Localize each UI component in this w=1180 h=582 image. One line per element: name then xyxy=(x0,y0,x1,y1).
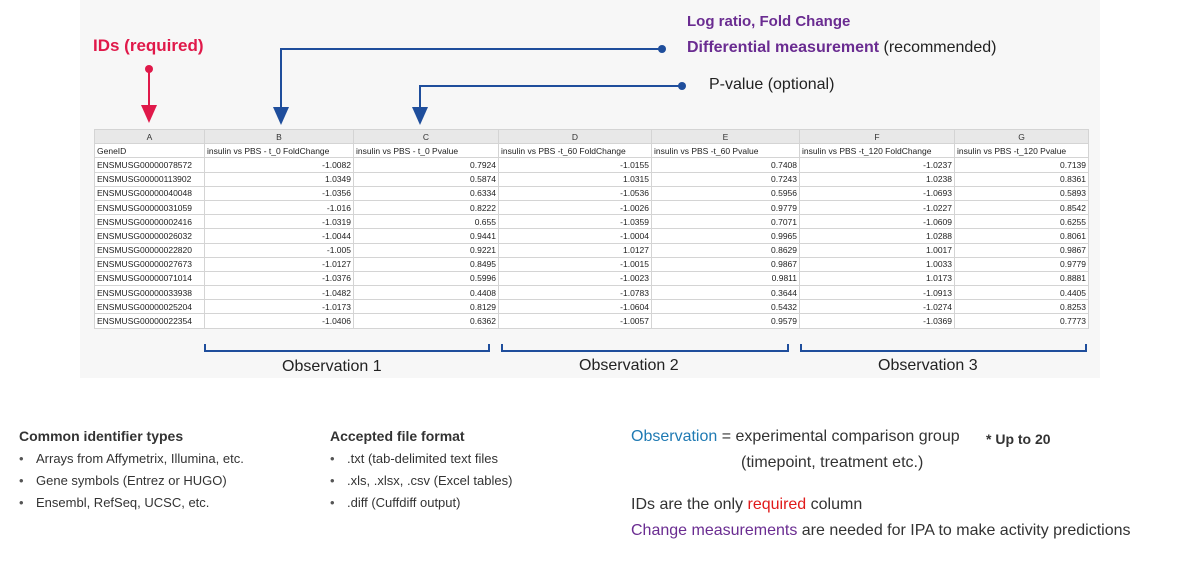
column-letter-row xyxy=(95,130,1089,144)
column-letter[interactable]: B xyxy=(205,130,354,144)
value-cell[interactable]: -1.0015 xyxy=(499,257,652,271)
observation-2-bracket xyxy=(502,344,788,351)
value-cell[interactable]: 1.0033 xyxy=(800,257,955,271)
value-cell[interactable]: 0.9779 xyxy=(652,200,800,214)
column-letter[interactable]: C xyxy=(354,130,499,144)
value-cell[interactable]: 0.9579 xyxy=(652,314,800,328)
value-cell[interactable]: -1.0274 xyxy=(800,300,955,314)
table-row xyxy=(95,286,1089,300)
table-row xyxy=(95,200,1089,214)
value-cell[interactable]: 0.6255 xyxy=(955,215,1089,229)
pvalue-arrow xyxy=(420,82,686,117)
table-row xyxy=(95,300,1089,314)
value-cell[interactable]: 0.4408 xyxy=(354,286,499,300)
gene-id-cell[interactable]: ENSMUSG00000027673 xyxy=(95,257,205,271)
file-format-title: Accepted file format xyxy=(330,428,465,444)
column-header[interactable]: insulin vs PBS -t_120 Pvalue xyxy=(955,144,1089,158)
observation-3-label: Observation 3 xyxy=(878,357,978,374)
value-cell[interactable]: 0.5432 xyxy=(652,300,800,314)
ids-required-label: IDs (required) xyxy=(93,36,204,55)
value-cell[interactable]: -1.0127 xyxy=(205,257,354,271)
gene-id-cell[interactable]: ENSMUSG00000113902 xyxy=(95,172,205,186)
value-cell[interactable]: 0.5996 xyxy=(354,271,499,285)
log-ratio-label: Log ratio, Fold Change xyxy=(687,13,851,30)
value-cell[interactable]: -1.005 xyxy=(205,243,354,257)
value-cell[interactable]: 0.9221 xyxy=(354,243,499,257)
pvalue-label: P-value (optional) xyxy=(709,76,835,93)
value-cell[interactable]: 0.8629 xyxy=(652,243,800,257)
value-cell[interactable]: 0.5956 xyxy=(652,186,800,200)
value-cell[interactable]: 0.5893 xyxy=(955,186,1089,200)
value-cell[interactable]: 0.8129 xyxy=(354,300,499,314)
gene-id-cell[interactable]: ENSMUSG00000002416 xyxy=(95,215,205,229)
value-cell[interactable]: -1.0356 xyxy=(205,186,354,200)
file-format-item: • .diff (Cuffdiff output) xyxy=(330,494,512,511)
foldchange-arrow xyxy=(281,45,666,117)
value-cell[interactable]: -1.0783 xyxy=(499,286,652,300)
value-cell[interactable]: -1.0155 xyxy=(499,158,652,172)
table-row xyxy=(95,229,1089,243)
value-cell[interactable]: -1.0369 xyxy=(800,314,955,328)
file-format-item: • .xls, .xlsx, .csv (Excel tables) xyxy=(330,472,512,489)
value-cell[interactable]: 0.7139 xyxy=(955,158,1089,172)
value-cell[interactable]: -1.0004 xyxy=(499,229,652,243)
table-row xyxy=(95,314,1089,328)
value-cell[interactable]: 0.9867 xyxy=(955,243,1089,257)
header-row xyxy=(95,144,1089,158)
spreadsheet-table xyxy=(94,129,1089,329)
value-cell[interactable]: -1.0482 xyxy=(205,286,354,300)
observation-word: Observation xyxy=(631,428,718,445)
value-cell[interactable]: 0.7243 xyxy=(652,172,800,186)
recommended-text: (recommended) xyxy=(879,39,997,56)
column-header[interactable]: GeneID xyxy=(95,144,205,158)
gene-id-cell[interactable]: ENSMUSG00000026032 xyxy=(95,229,205,243)
value-cell[interactable]: 0.6362 xyxy=(354,314,499,328)
identifier-type-item: • Arrays from Affymetrix, Illumina, etc. xyxy=(19,450,244,467)
value-cell[interactable]: 1.0017 xyxy=(800,243,955,257)
value-cell[interactable]: 0.8222 xyxy=(354,200,499,214)
value-cell[interactable]: 0.655 xyxy=(354,215,499,229)
column-letter[interactable]: D xyxy=(499,130,652,144)
ids-arrow xyxy=(145,65,153,115)
value-cell[interactable]: 1.0349 xyxy=(205,172,354,186)
value-cell[interactable]: -1.0604 xyxy=(499,300,652,314)
table-row xyxy=(95,158,1089,172)
value-cell[interactable]: 0.6334 xyxy=(354,186,499,200)
ids-suffix-text: column xyxy=(806,496,863,513)
value-cell[interactable]: 0.4405 xyxy=(955,286,1089,300)
file-format-list xyxy=(330,450,512,516)
value-cell[interactable]: 0.8061 xyxy=(955,229,1089,243)
value-cell[interactable]: 0.8881 xyxy=(955,271,1089,285)
column-letter[interactable]: F xyxy=(800,130,955,144)
observation-definition xyxy=(631,428,960,446)
value-cell[interactable]: -1.0023 xyxy=(499,271,652,285)
value-cell[interactable]: 0.7071 xyxy=(652,215,800,229)
column-letter[interactable]: E xyxy=(652,130,800,144)
observation-examples: (timepoint, treatment etc.) xyxy=(741,454,924,471)
value-cell[interactable]: 0.5874 xyxy=(354,172,499,186)
table-row xyxy=(95,271,1089,285)
gene-id-cell[interactable]: ENSMUSG00000071014 xyxy=(95,271,205,285)
column-header[interactable]: insulin vs PBS -t_60 FoldChange xyxy=(499,144,652,158)
value-cell[interactable]: 0.9811 xyxy=(652,271,800,285)
value-cell[interactable]: 1.0315 xyxy=(499,172,652,186)
gene-id-cell[interactable]: ENSMUSG00000031059 xyxy=(95,200,205,214)
table-row xyxy=(95,215,1089,229)
observation-1-label: Observation 1 xyxy=(282,358,382,375)
value-cell[interactable]: 0.8542 xyxy=(955,200,1089,214)
value-cell[interactable]: -1.0173 xyxy=(205,300,354,314)
value-cell[interactable]: 0.9965 xyxy=(652,229,800,243)
value-cell[interactable]: 0.9441 xyxy=(354,229,499,243)
value-cell[interactable]: 0.8495 xyxy=(354,257,499,271)
gene-id-cell[interactable]: ENSMUSG00000025204 xyxy=(95,300,205,314)
value-cell[interactable]: 0.8253 xyxy=(955,300,1089,314)
gene-id-cell[interactable]: ENSMUSG00000033938 xyxy=(95,286,205,300)
ids-required-note xyxy=(631,496,862,514)
value-cell[interactable]: 0.7408 xyxy=(652,158,800,172)
up-to-note: * Up to 20 xyxy=(986,431,1051,447)
observation-2-label: Observation 2 xyxy=(579,357,679,374)
column-header[interactable]: insulin vs PBS -t_60 Pvalue xyxy=(652,144,800,158)
value-cell[interactable]: 1.0127 xyxy=(499,243,652,257)
observation-1-bracket xyxy=(205,344,489,351)
value-cell[interactable]: -1.0376 xyxy=(205,271,354,285)
value-cell[interactable]: 0.9779 xyxy=(955,257,1089,271)
required-word: required xyxy=(747,496,807,513)
gene-id-cell[interactable]: ENSMUSG00000078572 xyxy=(95,158,205,172)
value-cell[interactable]: 1.0288 xyxy=(800,229,955,243)
value-cell[interactable]: -1.0536 xyxy=(499,186,652,200)
file-format-item: • .txt (tab-delimited text files xyxy=(330,450,512,467)
value-cell[interactable]: -1.0406 xyxy=(205,314,354,328)
observation-3-bracket xyxy=(801,344,1086,351)
value-cell[interactable]: 0.9867 xyxy=(652,257,800,271)
value-cell[interactable]: -1.0359 xyxy=(499,215,652,229)
value-cell[interactable]: -1.0057 xyxy=(499,314,652,328)
observation-def-text: = experimental comparison group xyxy=(717,428,960,445)
identifier-type-item: • Gene symbols (Entrez or HUGO) xyxy=(19,472,244,489)
table-row xyxy=(95,257,1089,271)
value-cell[interactable]: 0.8361 xyxy=(955,172,1089,186)
value-cell[interactable]: -1.0693 xyxy=(800,186,955,200)
value-cell[interactable]: -1.0082 xyxy=(205,158,354,172)
value-cell[interactable]: -1.0237 xyxy=(800,158,955,172)
value-cell[interactable]: -1.0044 xyxy=(205,229,354,243)
gene-id-cell[interactable]: ENSMUSG00000022354 xyxy=(95,314,205,328)
value-cell[interactable]: 0.3644 xyxy=(652,286,800,300)
value-cell[interactable]: -1.0319 xyxy=(205,215,354,229)
gene-id-cell[interactable]: ENSMUSG00000040048 xyxy=(95,186,205,200)
table-row xyxy=(95,172,1089,186)
change-measurements-word: Change measurements xyxy=(631,522,798,539)
value-cell[interactable]: -1.0026 xyxy=(499,200,652,214)
value-cell[interactable]: -1.0913 xyxy=(800,286,955,300)
gene-id-cell[interactable]: ENSMUSG00000022820 xyxy=(95,243,205,257)
column-header[interactable]: insulin vs PBS - t_0 Pvalue xyxy=(354,144,499,158)
value-cell[interactable]: -1.0609 xyxy=(800,215,955,229)
value-cell[interactable]: 1.0173 xyxy=(800,271,955,285)
value-cell[interactable]: -1.016 xyxy=(205,200,354,214)
column-header[interactable]: insulin vs PBS - t_0 FoldChange xyxy=(205,144,354,158)
change-measurements-note xyxy=(631,522,1131,540)
identifier-types-list xyxy=(19,450,244,516)
table-row xyxy=(95,186,1089,200)
column-header[interactable]: insulin vs PBS -t_120 FoldChange xyxy=(800,144,955,158)
column-letter[interactable]: G xyxy=(955,130,1089,144)
value-cell[interactable]: 0.7924 xyxy=(354,158,499,172)
observation-brackets xyxy=(205,344,1086,351)
change-suffix-text: are needed for IPA to make activity predictions xyxy=(797,522,1131,539)
differential-measurement-text: Differential measurement xyxy=(687,39,880,56)
identifier-type-item: • Ensembl, RefSeq, UCSC, etc. xyxy=(19,494,244,511)
table-row xyxy=(95,243,1089,257)
value-cell[interactable]: -1.0227 xyxy=(800,200,955,214)
value-cell[interactable]: 0.7773 xyxy=(955,314,1089,328)
value-cell[interactable]: 1.0238 xyxy=(800,172,955,186)
column-letter[interactable]: A xyxy=(95,130,205,144)
ids-prefix-text: IDs are the only xyxy=(631,496,748,513)
identifier-types-title: Common identifier types xyxy=(19,428,184,444)
